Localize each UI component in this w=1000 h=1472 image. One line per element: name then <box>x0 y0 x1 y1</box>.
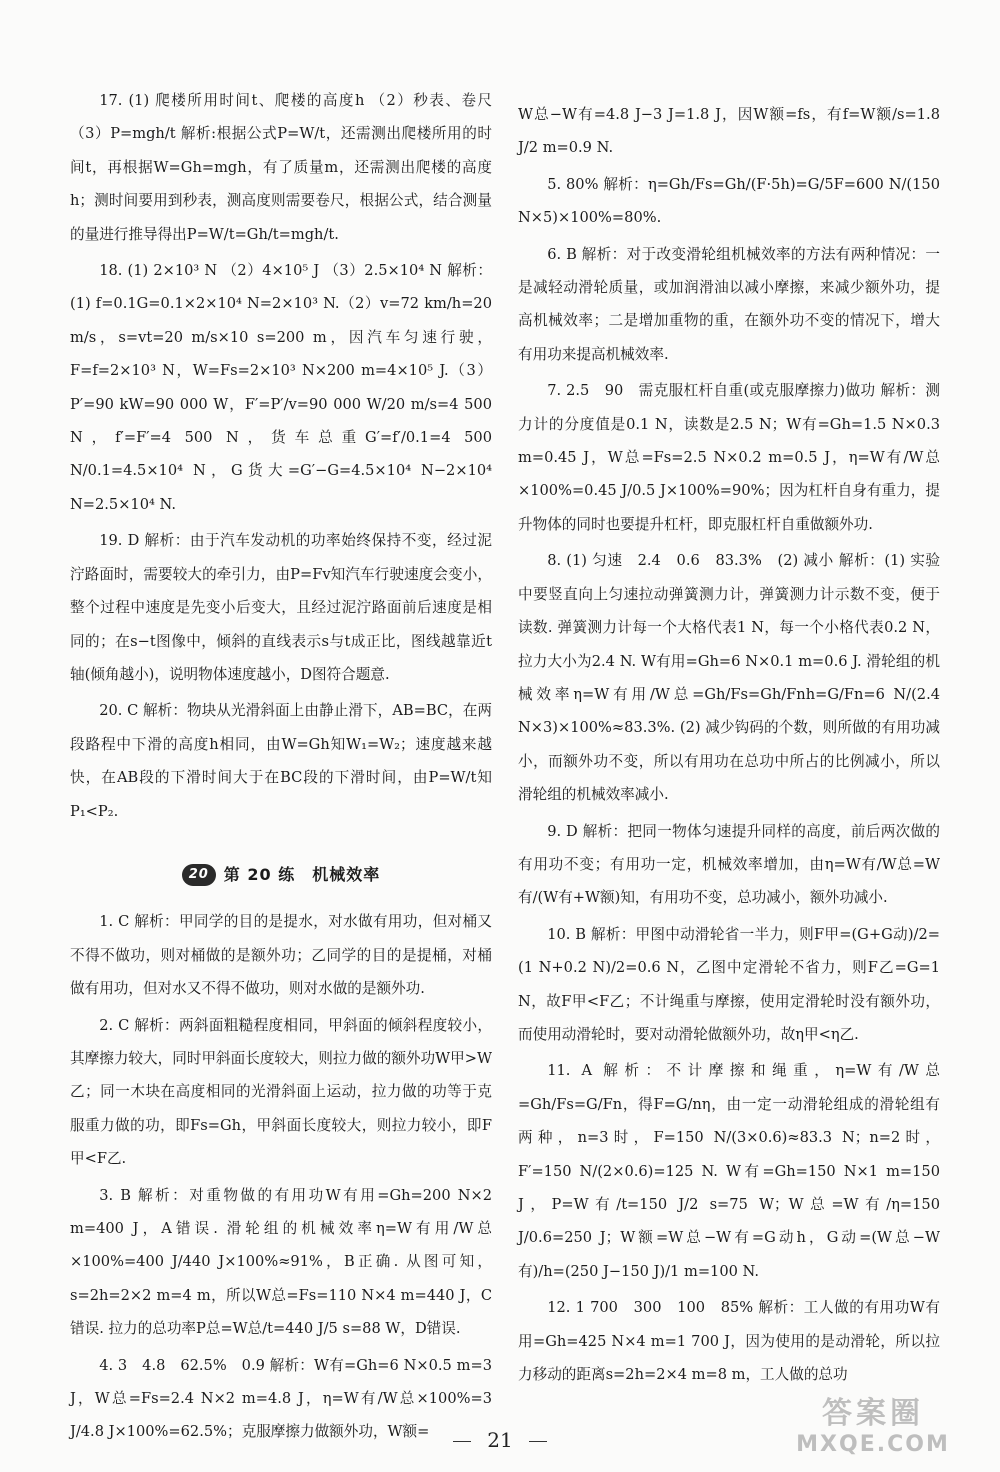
answer-18: 18. (1) 2×10³ N （2）4×10⁵ J （3）2.5×10⁴ N 解析：(1) f=0.1G=0.1×2×10⁴ N=2×10³ N.（2）v=72 km/h=20 m/s，s=vt=20 m/s×10 s=200 m，因汽车匀速行驶，F=f=2×10³ N，W=Fs=2×10³ N×200 m=4×10⁵ J.（3）P′=90 kW=90 000 W，F′=P′/v=90 000 W/20 m/s=4 500 N，f′=F′=4 500 N，货车总重G′=f′/0.1=4 500 N/0.1=4.5×10⁴ N，G货大=G′−G=4.5×10⁴ N−2×10⁴ N=2.5×10⁴ N. <box>70 262 492 513</box>
answer-2: 2. C 解析：两斜面粗糙程度相同，甲斜面的倾斜程度较小，其摩擦力较大，同时甲斜面长度较大，则拉力做的额外功W甲>W乙；同一木块在高度相同的光滑斜面上运动，拉力做的功等于克服重力做的功，即Fs=Gh，甲斜面长度较大，则拉力较小，即F甲<F乙. <box>70 1016 492 1168</box>
answer-9: 9. D 解析：把同一物体匀速提升同样的高度，前后两次做的有用功不变；有用功一定，机械效率增加，由η=W有/W总=W有/(W有+W额)知，有用功不变，总功减小，额外功减小. <box>518 822 940 907</box>
answer-19: 19. D 解析：由于汽车发动机的功率始终保持不变，经过泥泞路面时，需要较大的牵引力，由P=Fv知汽车行驶速度会变小，整个过程中速度是先变小后变大，且经过泥泞路面前后速度是相同的；在s−t图像中，倾斜的直线表示s与t成正比，图线越靠近t轴(倾角越小)，说明物体速度越小，D图符合题意. <box>70 532 492 683</box>
watermark-url: MXQE.COM <box>796 1432 950 1457</box>
watermark-logo <box>768 1396 978 1468</box>
footer-dash-left <box>453 1441 471 1442</box>
answer-3: 3. B 解析：对重物做的有用功W有用=Gh=200 N×2 m=400 J，A错误. 滑轮组的机械效率η=W有用/W总×100%=400 J/440 J×100%≈91%，B正确. 从图可知，s=2h=2×2 m=4 m，所以W总=Fs=110 N×4 m=440 J，C错误. 拉力的总功率P总=W总/t=440 J/5 s=88 W，D错误. <box>70 1186 492 1338</box>
footer-dash-right <box>529 1441 547 1442</box>
answer-11: 11. A 解析：不计摩擦和绳重，η=W有/W总=Gh/Fs=G/Fn，得F=G/nη，由一定一动滑轮组成的滑轮组有两种，n=3时，F=150 N/(3×0.6)≈83.3 N；n=2时，F′=150 N/(2×0.6)=125 N. W有=Gh=150 N×1 m=150 J，P=W有/t=150 J/2 s=75 W；W总=W有/η=150 J/0.6=250 J；W额=W总−W有=G动h，G动=(W总−W有)/h=(250 J−150 J)/1 m=100 N. <box>518 1062 940 1280</box>
section-title: 第 20 练 机械效率 <box>223 864 381 884</box>
answer-4-continued: W总−W有=4.8 J−3 J=1.8 J，因W额=fs，有f=W额/s=1.8 J/2 m=0.9 N. <box>518 106 940 157</box>
answer-5: 5. 80% 解析：η=Gh/Fs=Gh/(F·5h)=G/5F=600 N/(150 N×5)×100%=80%. <box>518 175 940 227</box>
answer-7: 7. 2.5 90 需克服杠杆自重(或克服摩擦力)做功 解析：测力计的分度值是0.1 N，读数是2.5 N；W有=Gh=1.5 N×0.3 m=0.45 J，W总=Fs=2.5 N×0.2 m=0.5 J，η=W有/W总×100%=0.45 J/0.5 J×100%=90%；因为杠杆自身有重力，提升物体的同时也要提升杠杆，即克服杠杆自重做额外功. <box>518 382 940 533</box>
watermark-title: 答案圈 <box>822 1396 924 1431</box>
section-heading <box>70 858 492 891</box>
left-column <box>70 84 492 1449</box>
answer-20: 20. C 解析：物块从光滑斜面上由静止滑下，AB=BC，在两段路程中下滑的高度h相同，由W=Gh知W₁=W₂；速度越来越快，在AB段的下滑时间大于在BC段的下滑时间，由P=W/t知P₁<P₂. <box>70 702 492 820</box>
page-number: 21 <box>487 1428 513 1452</box>
answer-8: 8. (1) 匀速 2.4 0.6 83.3% (2) 减小 解析：(1) 实验中要竖直向上匀速拉动弹簧测力计，弹簧测力计示数不变，便于读数. 弹簧测力计每一个大格代表1 N，每一个小格代表0.2 N，拉力大小为2.4 N. W有用=Gh=6 N×0.1 m=0.6 J. 滑轮组的机械效率η=W有用/W总=Gh/Fs=Gh/Fnh=G/Fn=6 N/(2.4 N×3)×100%≈83.3%. (2) 减少钩码的个数，则所做的有用功减小，而额外功不变，所以有用功在总功中所占的比例减小，所以滑轮组的机械效率减小. <box>518 552 940 804</box>
answer-6: 6. B 解析：对于改变滑轮组机械效率的方法有两种情况：一是减轻动滑轮质量，或加润滑油以减小摩擦，来减少额外功，提高机械效率；二是增加重物的重，在额外功不变的情况下，增大有用功来提高机械效率. <box>518 245 940 363</box>
answer-12: 12. 1 700 300 100 85% 解析：工人做的有用功W有用=Gh=425 N×4 m=1 700 J，因为使用的是动滑轮，所以拉力移动的距离s=2h=2×4 m=8 m，工人做的总功 <box>518 1299 940 1384</box>
answer-1: 1. C 解析：甲同学的目的是提水，对水做有用功，但对桶又不得不做功，则对桶做的是额外功；乙同学的目的是提桶，对桶做有用功，但对水又不得不做功，则对水做的是额外功. <box>70 913 492 998</box>
answer-17: 17. (1) 爬楼所用时间t、爬楼的高度h （2）秒表、卷尺 （3）P=mgh/t 解析:根据公式P=W/t，还需测出爬楼所用的时间t，再根据W=Gh=mgh，有了质量m，还需测出爬楼的高度h；测时间要用到秒表，测高度则需要卷尺，根据公式，结合测量的量进行推导得出P=W/t=Gh/t=mgh/t. <box>70 92 492 243</box>
right-column <box>518 98 940 1391</box>
section-number-badge: 20 <box>182 864 216 886</box>
answer-10: 10. B 解析：甲图中动滑轮省一半力，则F甲=(G+G动)/2=(1 N+0.2 N)/2=0.6 N，乙图中定滑轮不省力，则F乙=G=1 N，故F甲<F乙；不计绳重与摩擦，使用定滑轮时没有额外功，而使用动滑轮时，要对动滑轮做额外功，故η甲<η乙. <box>518 925 940 1043</box>
answer-4: 4. 3 4.8 62.5% 0.9 解析：W有=Gh=6 N×0.5 m=3 J，W总=Fs=2.4 N×2 m=4.8 J，η=W有/W总×100%=3 J/4.8 J×100%=62.5%；克服摩擦力做额外功，W额= <box>70 1356 492 1441</box>
